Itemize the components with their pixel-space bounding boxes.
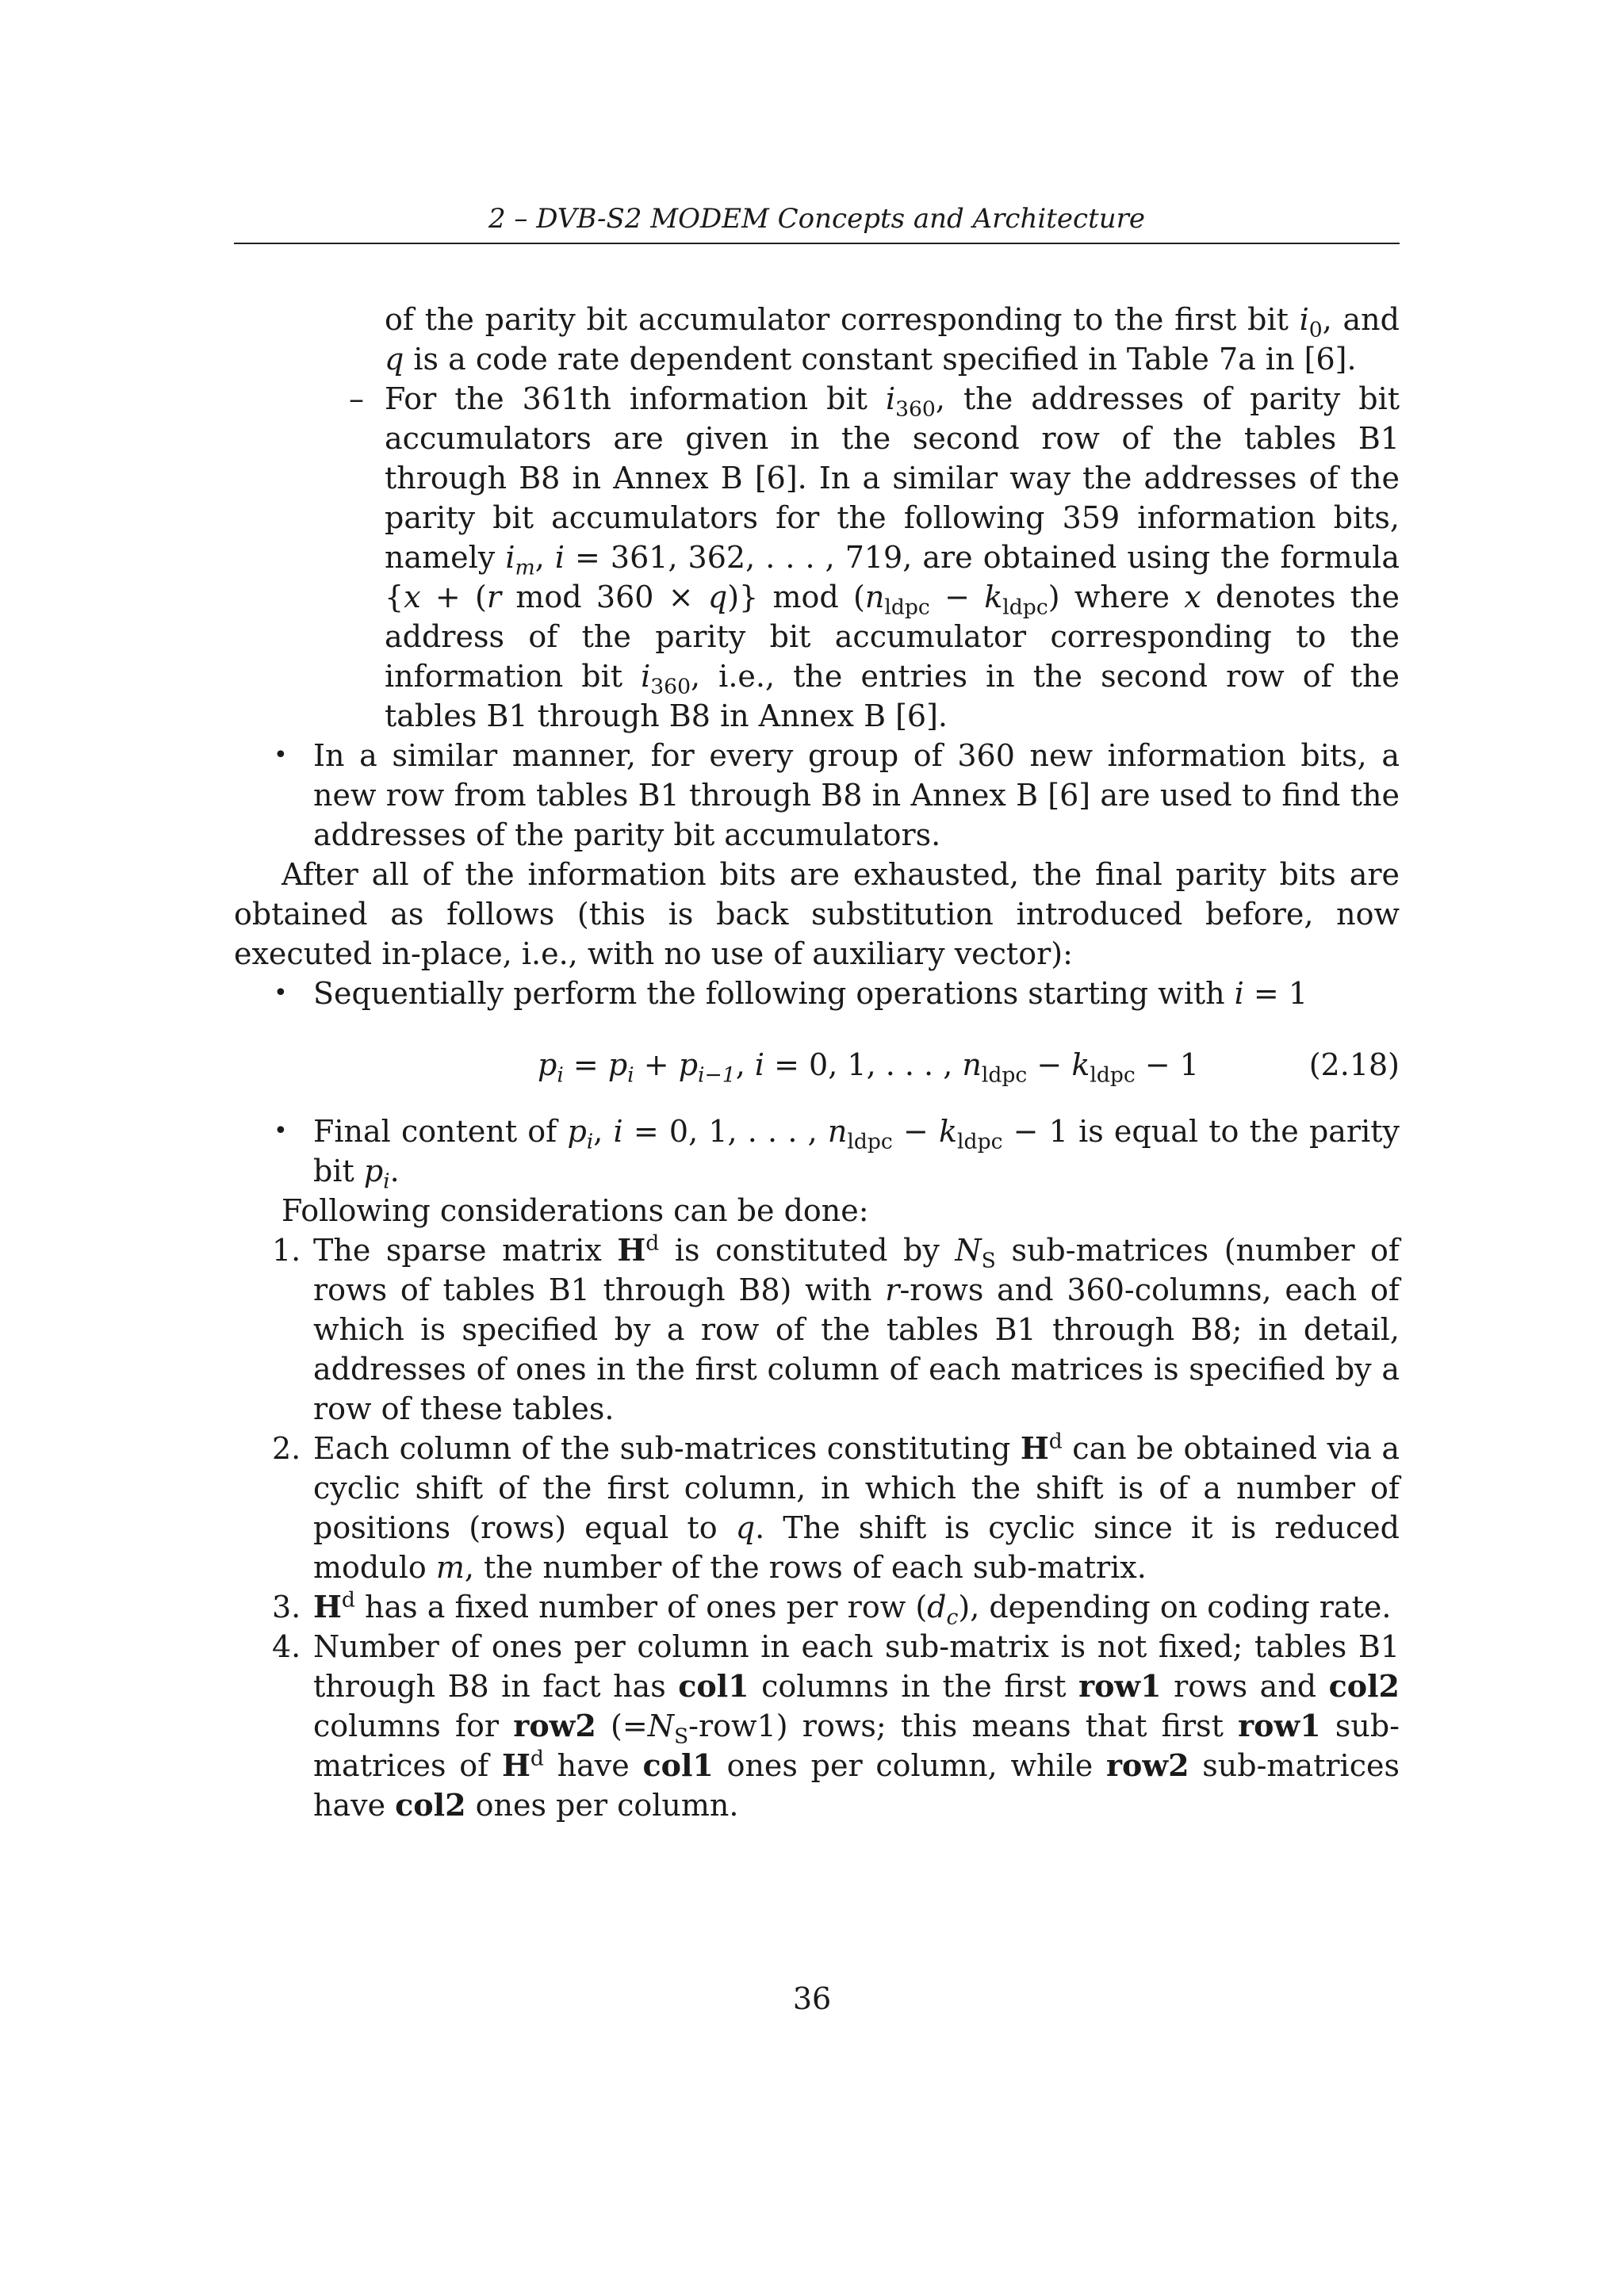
bullet-list-item: • Sequentially perform the following operations starting with i = 1	[234, 974, 1400, 1013]
list-number: 3.	[272, 1590, 301, 1624]
equation-number: (2.18)	[1308, 1047, 1400, 1082]
numbered-list-item: 3. $H^d$ has a fixed number of ones per row $(d_c)$, depending on coding rate.	[272, 1587, 1392, 1630]
bullet-list-item: • In a similar manner, for every group of 360 new information bits, a new row from tables B1 through B8 in Annex B [6] are used to find the addresses of the parity bit accumulators.	[234, 736, 1400, 855]
running-header: 2 – DVB-S2 MODEM Concepts and Architecture	[488, 203, 1146, 235]
continuation-paragraph: of the parity bit accumulator corresponding to the first bit $i_0$, and q is a code rate dependent constant specified in Table 7a in [6].	[385, 302, 1400, 377]
page-body	[234, 300, 1400, 1825]
body-paragraph: Following considerations can be done:	[282, 1193, 869, 1228]
dash-list-item: – For the 361th information bit $i_{360}$, the addresses of parity bit accumulators are given in the second row of the tables B1 through B8 in Annex B [6]. In a similar way the addresses of the parity bit accumulators for the following 359 information bits, namely $i_m$, i = 361, 362, . . . , 719, are obtained using the formula {x + (r mod 360 × q)} mod $(n_{ldpc} - k_{ldpc})$ where x denotes the address of the parity bit accumulator corresponding to the information bit $i_{360}$, i.e., the entries in the second row of the tables B1 through B8 in Annex B [6].	[234, 379, 1400, 736]
page-number: 36	[792, 1981, 832, 2016]
numbered-list-item: 2. Each column of the sub-matrices constituting $H^d$ can be obtained via a cyclic shift of the first column, in which the shift is of a number of positions (rows) equal to q. The shift is cyclic since it is reduced modulo m, the number of the rows of each sub-matrix.	[272, 1429, 1400, 1585]
numbered-list-item: 4. Number of ones per column in each sub-matrix is not fixed; tables B1 through B8 in fact has col1 columns in the first row1 rows and col2 columns for row2 $(=N_S-row1)$ rows; this means that first row1 sub-matrices of $H^d$ have col1 ones per column, while row2 sub-matrices have col2 ones per column.	[234, 1627, 1400, 1825]
list-number: 4.	[272, 1629, 301, 1664]
body-paragraph: After all of the information bits are exhausted, the final parity bits are obtained as follows (this is back substitution introduced before, now executed in-place, i.e., with no use of auxiliary vector):	[234, 857, 1400, 971]
bullet-list-item: • Final content of $p_i$, i = 0, 1, . . . , $n_{ldpc} - k_{ldpc} - 1$ is equal to the parity bit $p_i$.	[234, 1112, 1400, 1191]
list-number: 2.	[272, 1431, 301, 1466]
numbered-list-item: 1. The sparse matrix $H^d$ is constituted by $N_S$ sub-matrices (number of rows of tables B1 through B8) with r-rows and 360-columns, each of which is specified by a row of the tables B1 through B8; in detail, addresses of ones in the first column of each matrices is specified by a row of these tables.	[272, 1230, 1400, 1426]
equation-2-18	[234, 1045, 1400, 1088]
bullet-marker: •	[274, 1117, 288, 1145]
equation-body: $p_i = p_i + p_{i-1}$, i = 0, 1, . . . , $n_{ldpc} - k_{ldpc} - 1$	[538, 1047, 1199, 1088]
bullet-marker: •	[274, 741, 288, 769]
header-rule	[234, 243, 1400, 244]
bullet-marker: •	[274, 979, 288, 1007]
dash-marker: –	[349, 381, 364, 416]
list-number: 1.	[272, 1233, 301, 1268]
